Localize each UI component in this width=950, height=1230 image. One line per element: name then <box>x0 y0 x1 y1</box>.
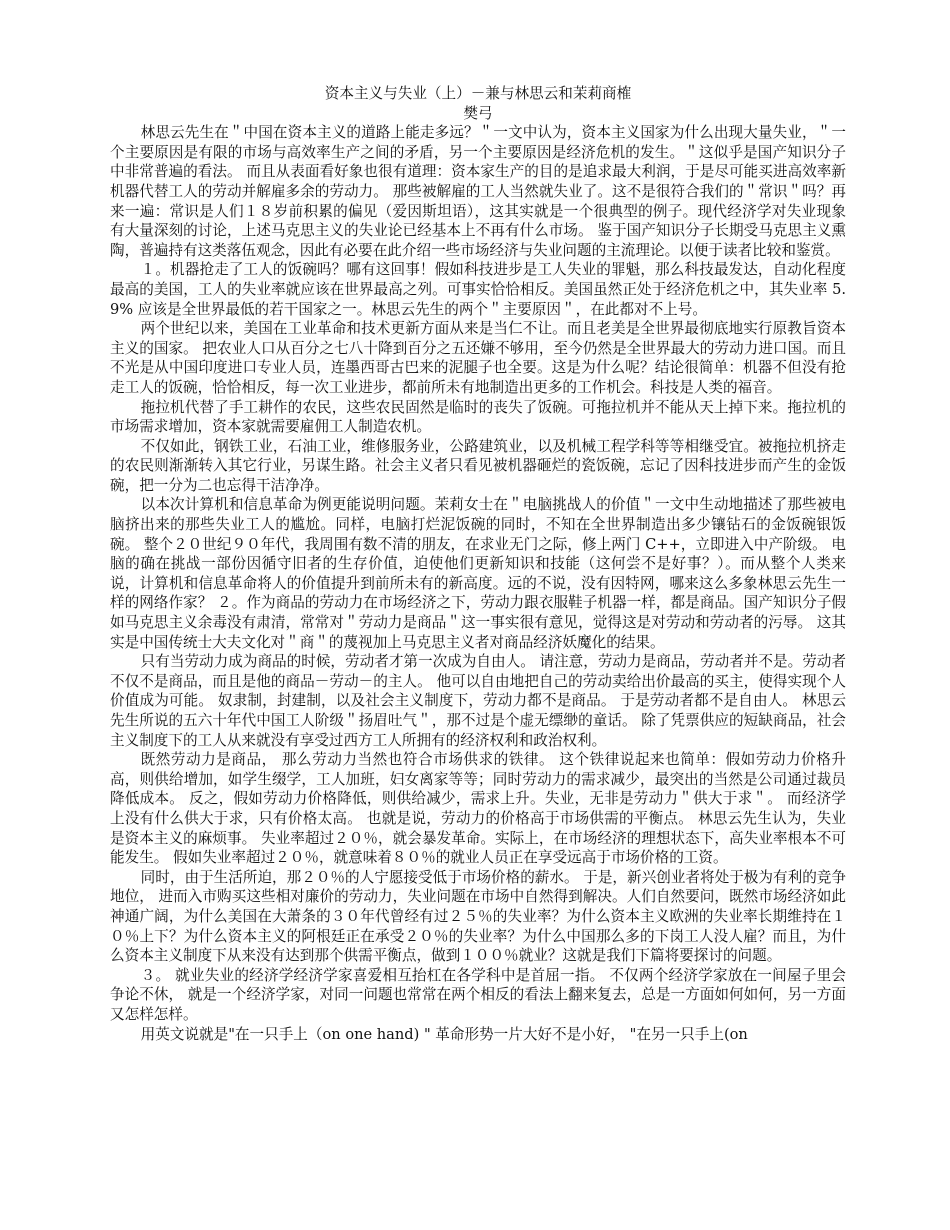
document-page <box>110 84 846 1044</box>
paragraph-9: 同时，由于生活所迫，那２０％的人宁愿接受低于市场价格的薪水。 于是，新兴创业者将处于极为有利的竞争地位， 进而入市购买这些相对廉价的劳动力，失业问题在市场中自然得到解决。人们自然要问，既然市场经济如此神通广阔，为什么美国在大萧条的３０年代曾经有过２５％的失业率？为什么资本主义欧洲的失业率长期维持在１０％上下？为什么资本主义的阿根廷正在承受２０％的失业率？为什么中国那么多的下岗工人没人雇？而且，为什么资本主义制度下从来没有达到那个供需平衡点，做到１００％就业？这就是我们下篇将要探讨的问题。 <box>110 868 846 965</box>
paragraph-5: 不仅如此，钢铁工业，石油工业，维修服务业，公路建筑业，以及机械工程学科等等相继受宜。被拖拉机挤走的农民则渐渐转入其它行业，另谋生路。社会主义者只看见被机器砸烂的瓷饭碗，忘记了因科技进步而产生的金饭碗，把一分为二也忘得干洁净净。 <box>110 437 846 494</box>
document-title: 资本主义与失业（上）－兼与林思云和茉莉商榷 <box>324 85 632 102</box>
paragraph-3: 两个世纪以来，美国在工业革命和技术更新方面从来是当仁不让。而且老美是全世界最彻底地实行原教旨资本主义的国家。 把农业人口从百分之七八十降到百分之五还嫌不够用，至今仍然是全世界最大的劳动力进口国。而且不光是从中国印度进口专业人员，连墨西哥古巴来的泥腿子也全要。这是为什么呢？结论很简单：机器不但没有抢走工人的饭碗，恰恰相反，每一次工业进步，都前所未有地制造出更多的工作机会。科技是人类的福音。 <box>110 320 846 396</box>
paragraph-7: 只有当劳动力成为商品的时候，劳动者才第一次成为自由人。 请注意，劳动力是商品，劳动者并不是。劳动者不仅不是商品，而且是他的商品－劳动－的主人。 他可以自由地把自己的劳动卖给出价最高的买主，使得实现个人价值成为可能。 奴隶制，封建制，以及社会主义制度下，劳动力都不是商品。 于是劳动者都不是自由人。 林思云先生所说的五六十年代中国工人阶级＂扬眉吐气＂，那不过是个虚无缥缈的童话。 除了凭票供应的短缺商品，社会主义制度下的工人从来就没有享受过西方工人所拥有的经济权利和政治权利。 <box>110 653 846 749</box>
paragraph-6: 以本次计算机和信息革命为例更能说明问题。茉莉女士在＂电脑挑战人的价值＂一文中生动地描述了那些被电脑挤出来的那些失业工人的尴尬。同样，电脑打烂泥饭碗的同时，不知在全世界制造出多少镶钻石的金饭碗银饭碗。 整个２０世纪９０年代，我周围有数不清的朋友，在求业无门之际，修上两门 C++，立即进入中产阶级。 电脑的确在挑战一部份因循守旧者的生存价值，迫使他们更新知识和技能（这何尝不是好事？）。而从整个人类来说，计算机和信息革命将人的价值提升到前所未有的新高度。远的不说，没有因特网，哪来这么多象林思云先生一样的网络作家？ ２。作为商品的劳动力在市场经济之下，劳动力跟衣服鞋子机器一样，都是商品。国产知识分子假如马克思主义余毒没有肃清，常常对＂劳动力是商品＂这一事实很有意见，觉得这是对劳动和劳动者的污辱。 这其实是中国传统士大夫文化对＂商＂的蔑视加上马克思主义者对商品经济妖魔化的结果。 <box>110 496 846 651</box>
paragraph-2: １。机器抢走了工人的饭碗吗？哪有这回事！假如科技进步是工人失业的罪魁，那么科技最发达，自动化程度最高的美国，工人的失业率就应该在世界最高之列。可事实恰恰相反。美国虽然正处于经济危机之中，其失业率 5.9% 应该是全世界最低的若干国家之一。林思云先生的两个＂主要原因＂，在此都对不上号。 <box>110 261 846 318</box>
paragraph-10: ３。 就业失业的经济学经济学家喜爱相互抬杠在各学科中是首屈一指。 不仅两个经济学家放在一间屋子里会争论不休， 就是一个经济学家，对同一问题也常常在两个相反的看法上翻来复去，总是一方面如何如何，另一方面又怎样怎样。 <box>110 966 846 1023</box>
paragraph-8: 既然劳动力是商品， 那么劳动力当然也符合市场供求的铁律。 这个铁律说起来也简单：假如劳动力价格升高，则供给增加，如学生缀学，工人加班，妇女离家等等；同时劳动力的需求减少，最突出的当然是公司通过裁员降低成本。 反之，假如劳动力价格降低，则供给减少，需求上升。失业，无非是劳动力＂供大于求＂。 而经济学上没有什么供大于求，只有价格太高。 也就是说，劳动力的价格高于市场供需的平衡点。 林思云先生认为，失业是资本主义的麻烦事。 失业率超过２０％，就会暴发革命。实际上，在市场经济的理想状态下，高失业率根本不可能发生。 假如失业率超过２０％，就意味着８０％的就业人员正在享受远高于市场价格的工资。 <box>110 751 846 867</box>
paragraph-1: 林思云先生在＂中国在资本主义的道路上能走多远？＂一文中认为，资本主义国家为什么出现大量失业，＂一个主要原因是有限的市场与高效率生产之间的矛盾，另一个主要原因是经济危机的发生。＂这似乎是国产知识分子中非常普遍的看法。 而且从表面看好象也很有道理：资本家生产的目的是追求最大利润，于是尽可能买进高效率新机器代替工人的劳动并解雇多余的劳动力。 那些被解雇的工人当然就失业了。这不是很符合我们的＂常识＂吗？再来一遍：常识是人们１８岁前积累的偏见（爱因斯坦语），这其实就是一个很典型的例子。现代经济学对失业现象有大量深刻的讨论，上述马克思主义的失业论已经基本上不再有什么市场。 鉴于国产知识分子长期受马克思主义熏陶，普遍持有这类落伍观念，因此有必要在此介绍一些市场经济与失业问题的主流理论。以便于读者比较和鉴赏。 <box>110 124 846 259</box>
document-author: 樊弓 <box>463 104 493 122</box>
paragraph-4: 拖拉机代替了手工耕作的农民，这些农民固然是临时的丧失了饭碗。可拖拉机并不能从天上掉下来。拖拉机的市场需求增加，资本家就需要雇佣工人制造农机。 <box>110 398 846 436</box>
paragraph-11: 用英文说就是"在一只手上（on one hand) " 革命形势一片大好不是小好， "在另一只手上(on <box>140 1025 748 1043</box>
